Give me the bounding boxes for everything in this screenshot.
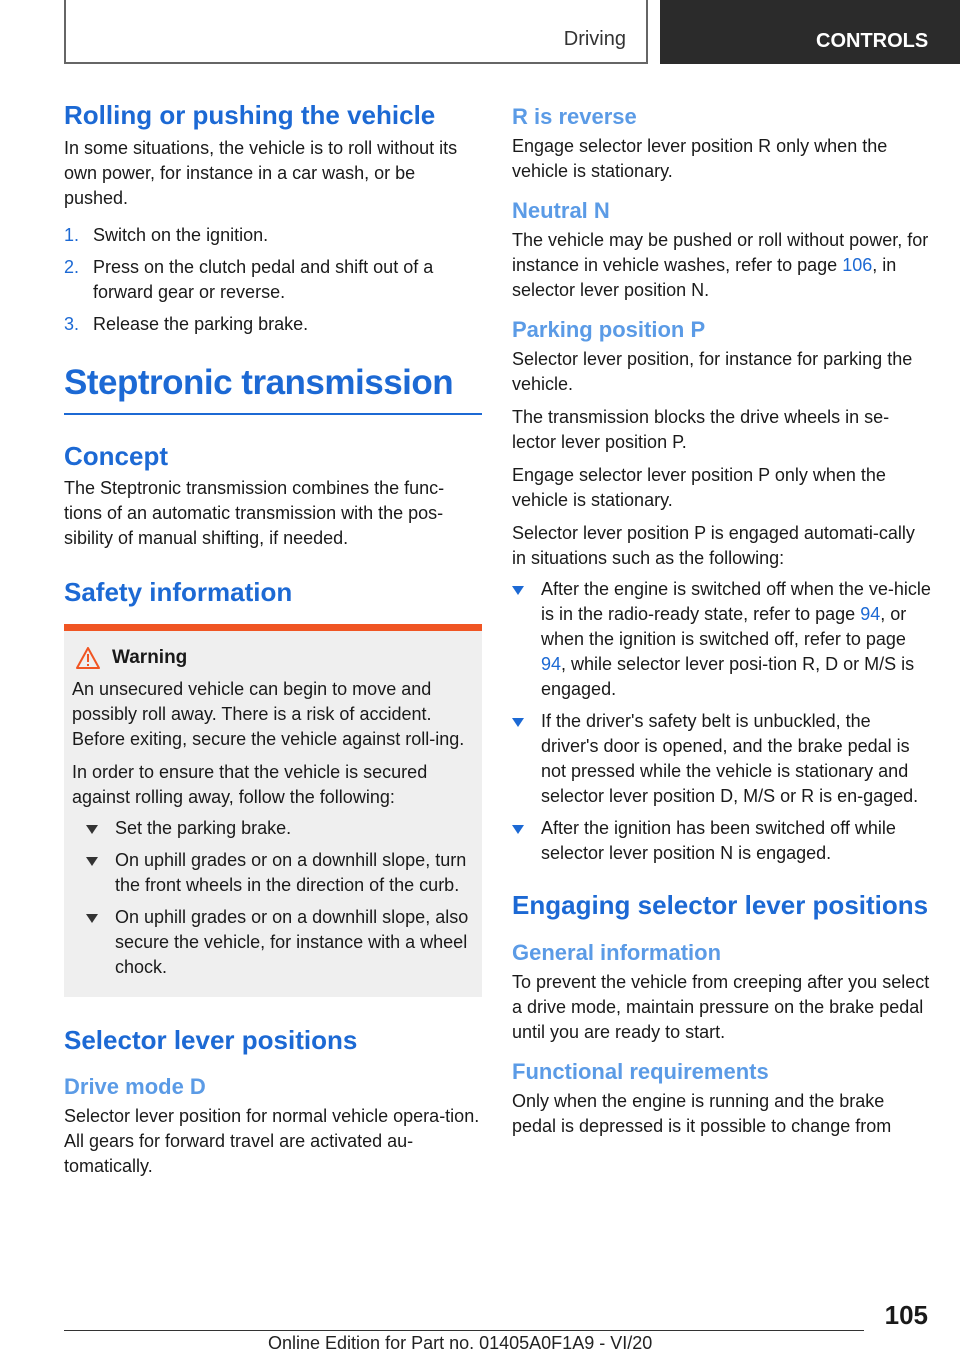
rolling-text: In some situations, the vehicle is to roll without its own power, for instance in a car wash, or be pushed. (64, 138, 458, 208)
general-heading: General information (512, 940, 722, 965)
general-text: To prevent the vehicle from creeping after you select a drive mode, maintain pressure on the brake pedal until you are ready to start. (512, 972, 930, 1042)
triangle-bullet-icon (512, 718, 524, 727)
reverse-heading: R is reverse (512, 104, 637, 129)
triangle-bullet-icon (512, 586, 524, 595)
page-number: 105 (884, 1300, 928, 1330)
engaging-heading: Engaging selector lever positions (512, 890, 929, 920)
neutral-heading: Neutral N (512, 198, 610, 223)
left-column (64, 100, 482, 1179)
parking-text-3: Engage selector lever position P only when the vehicle is stationary. (512, 465, 886, 510)
drive-text: Selector lever position for normal vehicle opera-tion. All gears for forward travel are activated au-tomatically. (64, 1106, 480, 1176)
list-item: If the driver's safety belt is unbuckled, the driver's door is opened, and the brake pedal is not pressed while the vehicle is stationary and selector lever position D, M/S or R is en-gaged. (512, 709, 932, 809)
steptronic-heading: Steptronic transmission (64, 363, 482, 415)
concept-heading: Concept (64, 441, 168, 471)
list-item: 1. Switch on the ignition. (64, 225, 269, 245)
list-item: After the ignition has been switched off while selector lever position N is engaged. (512, 816, 932, 866)
header-section-label: Driving (563, 28, 626, 50)
neutral-text: The vehicle may be pushed or roll without power, for instance in vehicle washes, refer to page 106, in selector lever position N. (512, 230, 929, 300)
triangle-bullet-icon (86, 914, 98, 923)
parking-list (512, 577, 932, 866)
selector-heading: Selector lever positions (64, 1025, 358, 1055)
warning-text-1: An unsecured vehicle can begin to move and possibly roll away. There is a risk of accident. Before exiting, secure the vehicle against roll-ing. (72, 679, 465, 749)
parking-text-4: Selector lever position P is engaged automati-cally in situations such as the following: (512, 523, 915, 568)
list-item: 2. Press on the clutch pedal and shift out of a forward gear or reverse. (64, 257, 434, 302)
reverse-text: Engage selector lever position R only when the vehicle is stationary. (512, 136, 888, 181)
right-column (512, 100, 932, 1139)
list-item: 3. Release the parking brake. (64, 314, 309, 334)
rolling-heading: Rolling or pushing the vehicle (64, 100, 436, 130)
triangle-bullet-icon (86, 857, 98, 866)
list-item: On uphill grades or on a downhill slope, also secure the vehicle, for instance with a wheel chock. (86, 905, 474, 980)
drive-heading: Drive mode D (64, 1074, 206, 1099)
warning-box (64, 624, 482, 997)
page-link[interactable]: 94 (541, 654, 562, 674)
parking-text-2: The transmission blocks the drive wheels in se-lector lever position P. (512, 407, 890, 452)
concept-text: The Steptronic transmission combines the func-tions of an automatic transmission with the pos-sibility of manual shifting, if needed. (64, 478, 445, 548)
warning-text-2: In order to ensure that the vehicle is secured against rolling away, follow the following: (72, 762, 428, 807)
header-section-box (64, 0, 648, 64)
parking-heading: Parking position P (512, 317, 706, 342)
warning-list (72, 816, 474, 980)
footer-divider (64, 1330, 864, 1331)
list-item: After the engine is switched off when the ve-hicle is in the radio-ready state, refer to page 94, or when the ignition is switched off, refer to page 94, while selector lever posi-tion R, D or M/S is engaged. (512, 577, 932, 702)
footer-edition: Online Edition for Part no. 01405A0F1A9 - VI/20 (268, 1333, 653, 1353)
parking-text-1: Selector lever position, for instance for parking the vehicle. (512, 349, 913, 394)
header-chapter-tab: CONTROLS (660, 0, 960, 64)
safety-heading: Safety information (64, 577, 293, 607)
warning-header (72, 647, 474, 669)
warning-label: Warning (112, 647, 188, 668)
list-item: On uphill grades or on a downhill slope, turn the front wheels in the direction of the curb. (86, 848, 474, 898)
rolling-steps (64, 223, 482, 337)
triangle-bullet-icon (512, 825, 524, 834)
list-item: Set the parking brake. (86, 816, 474, 841)
page-link[interactable]: 94 (860, 604, 881, 624)
functional-text: Only when the engine is running and the brake pedal is depressed is it possible to change from (512, 1091, 892, 1136)
triangle-bullet-icon (86, 825, 98, 834)
functional-heading: Functional requirements (512, 1059, 769, 1084)
page-link[interactable]: 106 (842, 255, 873, 275)
warning-triangle-icon (76, 647, 100, 669)
